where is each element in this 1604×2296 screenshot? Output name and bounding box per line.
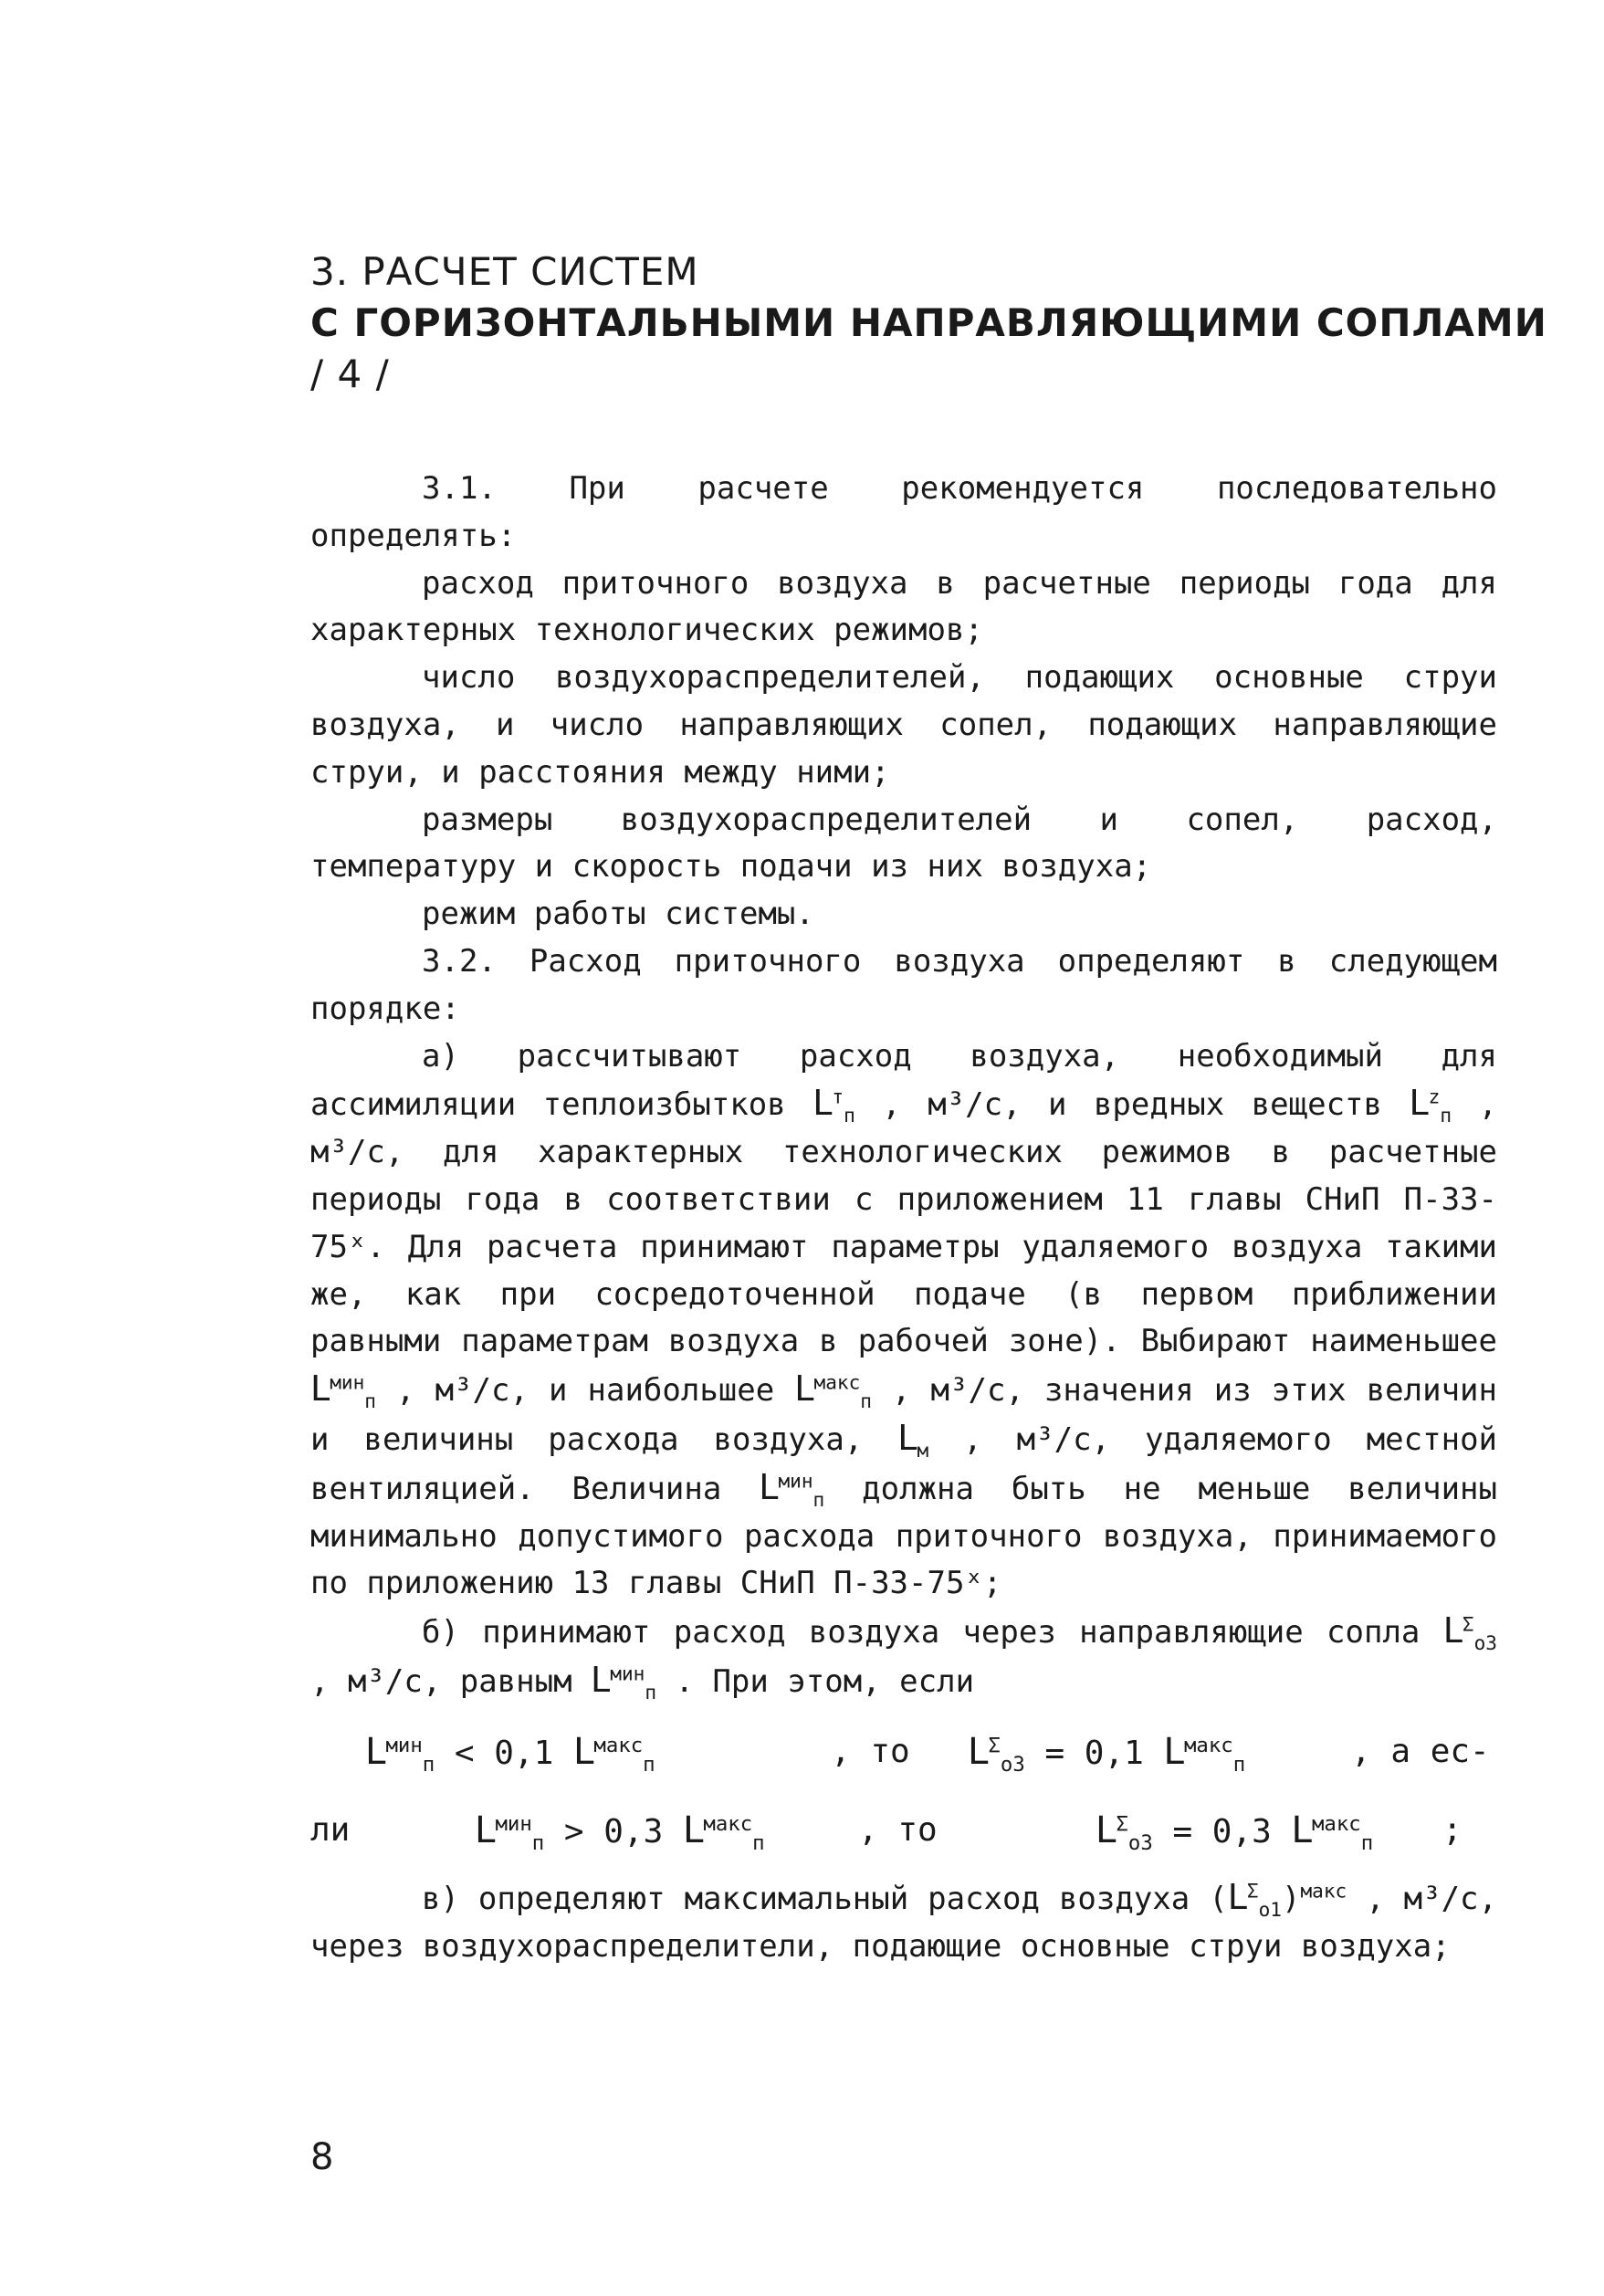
formula-line-1 [310,1712,1497,1785]
formula-2-right: $L^\Sigma_{о3} = 0,3$ $L^{макс}_п$ [1096,1808,1374,1855]
formula-2-lead: ли [310,1810,351,1849]
paragraph-3-1-item-1: расход приточного воздуха в расчетные периоды года для характерных технологических режимов; [310,564,1497,649]
formula-2-then: , то [858,1810,938,1849]
formula-line-2 [310,1790,1497,1863]
paragraph-3-1-item-3: размеры воздухораспределителей и сопел, расход, температуру и скорость подачи из них воздуха; [310,801,1497,886]
document-body [310,466,1497,1970]
page-number: 8 [310,2136,334,2178]
formula-2-left: $L^{мин}_п > 0,3$ $L^{макс}_п$ [475,1808,765,1855]
formula-1-right: $L^\Sigma_{о3} = 0,1$ $L^{макс}_п$ [968,1729,1246,1777]
paragraph-3-1-item-4: режим работы системы. [422,896,814,933]
heading-line-2: С ГОРИЗОНТАЛЬНЫМИ НАПРАВЛЯЮЩИМИ СОПЛАМИ [310,300,1547,345]
heading-reference: / 4 / [310,351,390,396]
paragraph-3-2-v: в) определяют максимальный расход воздуха $(L^\Sigma_{о1})^{макс}$ , м³/с, через воздухораспределители, подающие основные струи воздуха; [310,1876,1497,1965]
paragraph-3-2-b: б) принимают расход воздуха через направляющие сопла $L^\Sigma_{о3}$ , м³/с, равным $L^{мин}_п$ . При этом, если [310,1610,1497,1704]
section-heading [310,246,1547,400]
heading-line-1: 3. РАСЧЕТ СИСТЕМ [310,249,699,294]
paragraph-3-1: 3.1. При расчете рекомендуется последовательно определять: [310,470,1497,554]
paragraph-3-1-item-2: число воздухораспределителей, подающих основные струи воздуха, и число направляющих сопел, подающих направляющие струи, и расстояния между ними; [310,659,1497,791]
paragraph-3-2-a: а) рассчитывают расход воздуха, необходимый для ассимиляции теплоизбытков $L^т_п$ , м³/с, и вредных веществ $L^z_п$ , м³/с, для характерных технологических режимов в расчетные периоды года в соответствии с приложением 11 главы СНиП П-33-75ˣ. Для расчета принимают параметры удаляемого воздуха такими же, как при сосредоточенной подаче (в первом приближении равными параметрам воздуха в рабочей зоне). Выбирают наименьшее $L^{мин}_п$ , м³/с, и наибольшее $L^{макс}_п$ , м³/с, значения из этих величин и величины расхода воздуха, $L_м$ , м³/с, удаляемого местной вентиляцией. Величина $L^{мин}_п$ должна быть не меньше величины минимально допустимого расхода приточного воздуха, принимаемого по приложению 13 главы СНиП П-33-75ˣ; [310,1037,1498,1602]
formula-1-left: $L^{мин}_п < 0,1$ $L^{макс}_п$ [365,1729,655,1777]
formula-1-then: , то [831,1732,910,1770]
formula-1-tail: , а ес- [1351,1732,1490,1770]
paragraph-3-2: 3.2. Расход приточного воздуха определяют в следующем порядке: [310,942,1497,1027]
formula-2-tail: ; [1442,1810,1462,1849]
